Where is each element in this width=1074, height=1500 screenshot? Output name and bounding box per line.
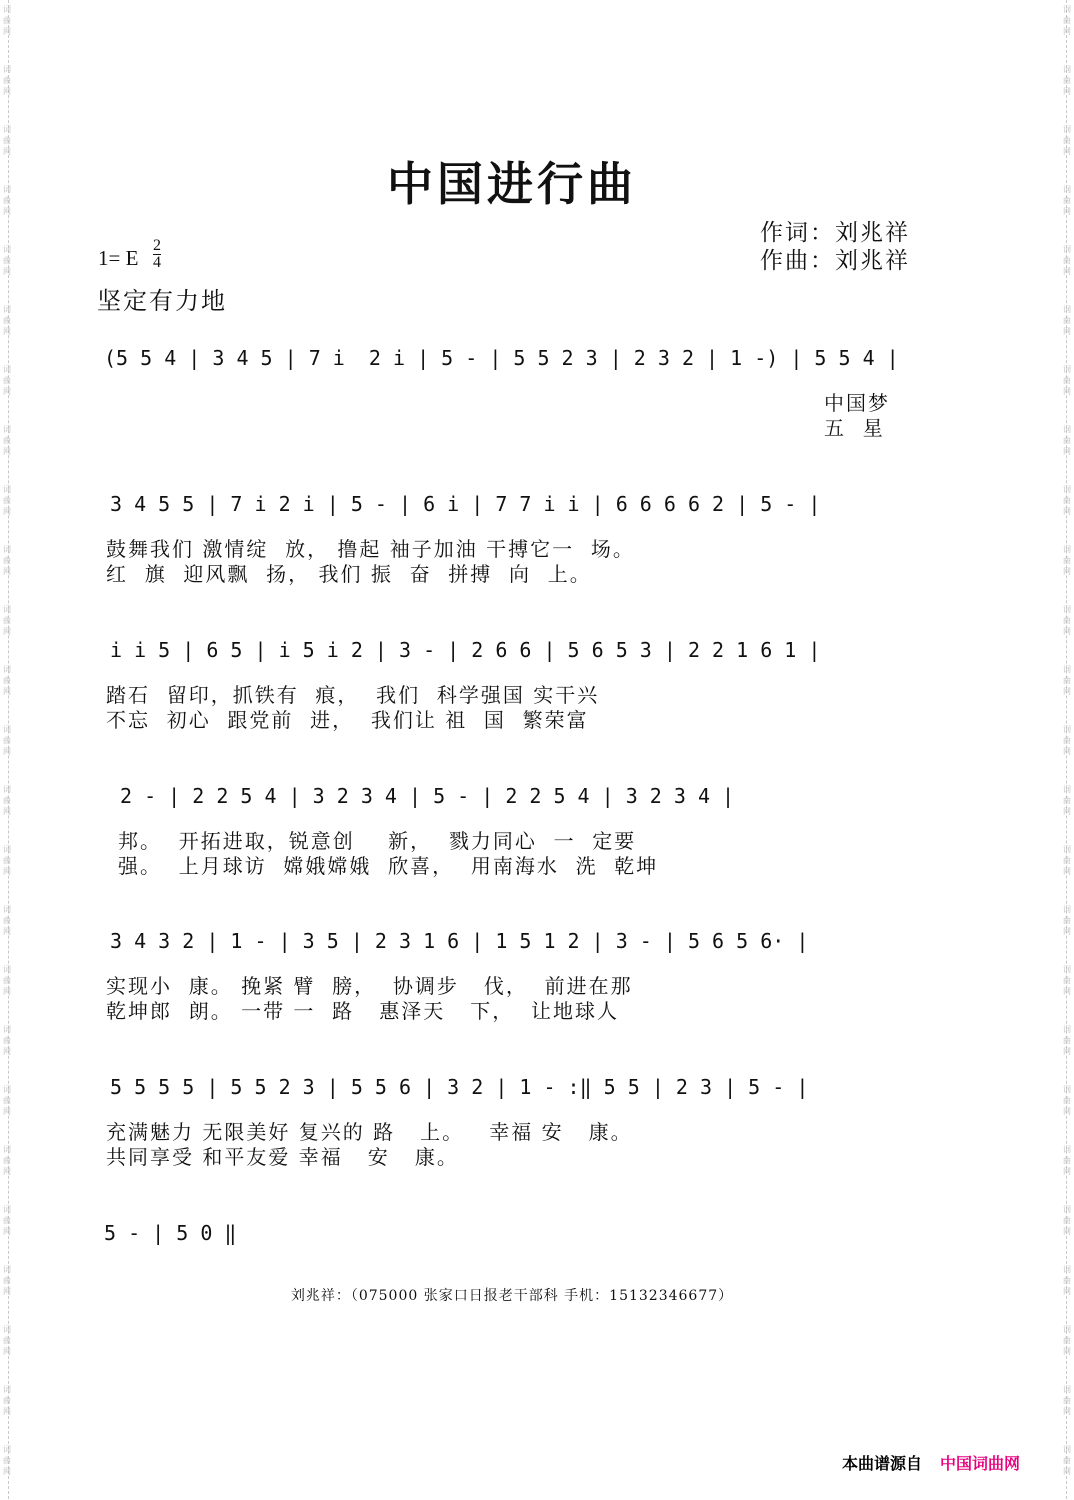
- lyrics-row-3-verse-1: 踏石 留印，抓铁有 痕， 我们 科学强国 实干兴: [106, 683, 600, 707]
- tempo-marking: 坚定有力地: [97, 287, 227, 315]
- watermark-glyph: 网: [3, 1047, 11, 1056]
- watermark-glyph: 曲: [1063, 76, 1071, 85]
- lyrics-row-3-verse-2: 不忘 初心 跟党前 进， 我们让 祖 国 繁荣富: [106, 708, 589, 732]
- watermark-glyph: 网: [3, 387, 11, 396]
- watermark-glyph: 曲: [3, 316, 11, 325]
- watermark-glyph-group: [1060, 900, 1074, 960]
- watermark-glyph: 曲: [1063, 1216, 1071, 1225]
- watermark-glyph: 曲: [3, 916, 11, 925]
- watermark-glyph: 曲: [3, 1096, 11, 1105]
- right-watermark-strip: [1060, 0, 1074, 1499]
- watermark-glyph: 词: [1063, 545, 1071, 554]
- watermark-glyph: 曲: [3, 436, 11, 445]
- watermark-glyph: 词: [3, 245, 11, 254]
- watermark-glyph: 词: [3, 605, 11, 614]
- lyrics-row-6-verse-1: 充满魅力 无限美好 复兴的 路 上。 幸福 安 康。: [106, 1120, 633, 1144]
- watermark-glyph-group: [0, 1020, 14, 1080]
- source-credit: [842, 1451, 1020, 1474]
- watermark-glyph-group: [0, 660, 14, 720]
- watermark-glyph: 网: [1063, 387, 1071, 396]
- watermark-glyph: 网: [1063, 27, 1071, 36]
- watermark-glyph: 网: [1063, 1467, 1071, 1476]
- watermark-glyph-group: [0, 1140, 14, 1200]
- watermark-glyph-group: [0, 300, 14, 360]
- key-signature: 1= E: [98, 246, 139, 270]
- lyrics-row-4-verse-2: 强。 上月球访 嫦娥嫦娥 欣喜， 用南海水 洗 乾坤: [118, 854, 659, 878]
- watermark-glyph-group: [1060, 1260, 1074, 1320]
- watermark-glyph: 网: [3, 867, 11, 876]
- watermark-glyph-group: [1060, 360, 1074, 420]
- watermark-glyph: 网: [3, 147, 11, 156]
- watermark-glyph: 网: [3, 1467, 11, 1476]
- watermark-glyph: 词: [3, 1385, 11, 1394]
- source-label: 本曲谱源自: [842, 1454, 923, 1473]
- watermark-glyph: 曲: [3, 136, 11, 145]
- watermark-glyph: 网: [1063, 87, 1071, 96]
- watermark-glyph: 词: [1063, 1445, 1071, 1454]
- watermark-glyph-group: [1060, 1140, 1074, 1200]
- watermark-glyph: 网: [1063, 1287, 1071, 1296]
- watermark-glyph-group: [1060, 480, 1074, 540]
- watermark-glyph: 网: [3, 987, 11, 996]
- notation-row-3: i i 5 | 6 5 | i 5 i 2 | 3 - | 2 6 6 | 5 6 5 3 | 2 2 1 6 1 |: [110, 638, 821, 662]
- watermark-glyph: 词: [3, 1265, 11, 1274]
- watermark-glyph: 词: [3, 1085, 11, 1094]
- watermark-glyph: 网: [3, 27, 11, 36]
- composer-credit: 作曲：刘兆祥: [760, 248, 910, 274]
- watermark-glyph-group: [1060, 600, 1074, 660]
- watermark-glyph-group: [0, 0, 14, 60]
- watermark-glyph: 网: [3, 1347, 11, 1356]
- watermark-glyph: 网: [3, 267, 11, 276]
- watermark-glyph: 词: [3, 905, 11, 914]
- watermark-glyph: 词: [3, 1205, 11, 1214]
- watermark-glyph: 曲: [3, 1216, 11, 1225]
- watermark-glyph: 网: [1063, 147, 1071, 156]
- watermark-glyph-group: [1060, 780, 1074, 840]
- watermark-glyph: 网: [1063, 807, 1071, 816]
- watermark-glyph: 词: [1063, 785, 1071, 794]
- lyrics-row-2-verse-1: 鼓舞我们 激情绽 放， 撸起 袖子加油 干搏它一 场。: [106, 537, 635, 561]
- watermark-glyph: 词: [3, 485, 11, 494]
- watermark-glyph: 词: [3, 1445, 11, 1454]
- watermark-glyph: 曲: [3, 556, 11, 565]
- watermark-glyph: 网: [1063, 1227, 1071, 1236]
- watermark-glyph: 网: [3, 1287, 11, 1296]
- watermark-glyph: 曲: [3, 676, 11, 685]
- watermark-glyph: 词: [1063, 1265, 1071, 1274]
- watermark-glyph: 词: [1063, 905, 1071, 914]
- watermark-glyph: 词: [3, 1325, 11, 1334]
- watermark-glyph-group: [1060, 720, 1074, 780]
- lyrics-row-6-verse-2: 共同享受 和平友爱 幸福 安 康。: [106, 1145, 459, 1169]
- time-signature: [153, 238, 161, 271]
- watermark-glyph-group: [1060, 300, 1074, 360]
- watermark-glyph: 网: [1063, 267, 1071, 276]
- watermark-glyph: 词: [1063, 665, 1071, 674]
- watermark-glyph: 曲: [3, 616, 11, 625]
- watermark-glyph: 网: [3, 87, 11, 96]
- watermark-glyph: 曲: [1063, 1456, 1071, 1465]
- watermark-glyph: 曲: [1063, 1036, 1071, 1045]
- watermark-glyph-group: [0, 60, 14, 120]
- watermark-glyph: 词: [3, 1145, 11, 1154]
- watermark-glyph: 词: [3, 185, 11, 194]
- watermark-glyph: 曲: [3, 976, 11, 985]
- watermark-glyph: 曲: [3, 1336, 11, 1345]
- watermark-glyph: 网: [1063, 867, 1071, 876]
- watermark-glyph: 词: [1063, 5, 1071, 14]
- watermark-glyph: 词: [3, 125, 11, 134]
- watermark-glyph: 曲: [3, 856, 11, 865]
- contact-footer: 刘兆祥：（075000 张家口日报老干部科 手机：15132346677）: [290, 1288, 734, 1304]
- watermark-glyph-group: [0, 960, 14, 1020]
- watermark-glyph: 曲: [3, 1276, 11, 1285]
- watermark-glyph: 词: [1063, 1385, 1071, 1394]
- watermark-glyph-group: [0, 540, 14, 600]
- watermark-glyph-group: [1060, 1320, 1074, 1380]
- watermark-glyph: 曲: [1063, 736, 1071, 745]
- watermark-glyph: 词: [3, 965, 11, 974]
- watermark-glyph: 曲: [1063, 436, 1071, 445]
- watermark-glyph-group: [1060, 960, 1074, 1020]
- left-watermark-strip: [0, 0, 14, 1499]
- watermark-glyph: 曲: [3, 1396, 11, 1405]
- song-title: 中国进行曲: [387, 157, 637, 211]
- watermark-glyph: 词: [1063, 1085, 1071, 1094]
- notation-row-5: 3 4 3 2 | 1 - | 3 5 | 2 3 1 6 | 1 5 1 2 | 3 - | 5 6 5 6· |: [110, 929, 809, 953]
- watermark-glyph: 曲: [1063, 256, 1071, 265]
- notation-row-4: 2 - | 2 2 5 4 | 3 2 3 4 | 5 - | 2 2 5 4 | 3 2 3 4 |: [120, 784, 735, 808]
- watermark-glyph: 网: [3, 447, 11, 456]
- watermark-glyph: 词: [1063, 845, 1071, 854]
- watermark-glyph: 曲: [1063, 196, 1071, 205]
- watermark-glyph-group: [1060, 120, 1074, 180]
- watermark-glyph: 曲: [3, 1156, 11, 1165]
- watermark-glyph: 词: [1063, 605, 1071, 614]
- watermark-glyph: 网: [1063, 1047, 1071, 1056]
- lyrics-row-5-verse-1: 实现小 康。 挽紧 臂 膀， 协调步 伐， 前进在那: [106, 974, 633, 998]
- watermark-glyph: 曲: [3, 196, 11, 205]
- watermark-glyph: 词: [1063, 1325, 1071, 1334]
- watermark-glyph: 曲: [3, 1036, 11, 1045]
- watermark-glyph: 网: [1063, 1107, 1071, 1116]
- watermark-glyph: 词: [3, 725, 11, 734]
- watermark-glyph-group: [1060, 540, 1074, 600]
- watermark-glyph: 词: [3, 845, 11, 854]
- watermark-glyph: 曲: [1063, 1156, 1071, 1165]
- watermark-glyph: 网: [1063, 1167, 1071, 1176]
- watermark-glyph: 词: [3, 1025, 11, 1034]
- source-site-link[interactable]: 中国词曲网: [940, 1454, 1021, 1473]
- watermark-glyph: 词: [1063, 1145, 1071, 1154]
- watermark-glyph: 曲: [1063, 676, 1071, 685]
- watermark-glyph: 网: [3, 627, 11, 636]
- lyrics-row-2-verse-2: 红 旗 迎风飘 扬， 我们 振 奋 拼搏 向 上。: [106, 562, 592, 586]
- time-signature-top: 2: [153, 237, 161, 254]
- watermark-glyph: 词: [1063, 65, 1071, 74]
- watermark-glyph-group: [1060, 660, 1074, 720]
- watermark-glyph: 曲: [1063, 916, 1071, 925]
- notation-row-2: 3 4 5 5 | 7 i 2 i | 5 - | 6 i | 7 7 i i | 6 6 6 6 2 | 5 - |: [110, 492, 821, 516]
- watermark-glyph: 网: [1063, 447, 1071, 456]
- watermark-glyph-group: [0, 1080, 14, 1140]
- watermark-glyph-group: [0, 1380, 14, 1440]
- time-signature-bottom: 4: [153, 254, 161, 271]
- watermark-glyph: 网: [1063, 987, 1071, 996]
- watermark-glyph-group: [0, 420, 14, 480]
- watermark-glyph: 曲: [1063, 136, 1071, 145]
- watermark-glyph: 网: [3, 1227, 11, 1236]
- watermark-glyph: 词: [3, 665, 11, 674]
- watermark-glyph: 词: [1063, 185, 1071, 194]
- watermark-glyph: 词: [1063, 425, 1071, 434]
- watermark-glyph: 曲: [3, 736, 11, 745]
- watermark-glyph-group: [1060, 840, 1074, 900]
- watermark-glyph: 曲: [1063, 16, 1071, 25]
- watermark-glyph: 词: [1063, 305, 1071, 314]
- watermark-glyph: 网: [1063, 1347, 1071, 1356]
- watermark-glyph: 网: [3, 507, 11, 516]
- watermark-glyph-group: [0, 600, 14, 660]
- watermark-glyph: 词: [1063, 725, 1071, 734]
- watermark-glyph: 网: [3, 687, 11, 696]
- watermark-glyph: 词: [3, 425, 11, 434]
- watermark-glyph: 词: [1063, 245, 1071, 254]
- watermark-glyph-group: [0, 1200, 14, 1260]
- watermark-glyph-group: [0, 900, 14, 960]
- watermark-glyph: 曲: [1063, 556, 1071, 565]
- watermark-glyph: 词: [3, 545, 11, 554]
- watermark-glyph-group: [0, 780, 14, 840]
- watermark-glyph-group: [1060, 420, 1074, 480]
- watermark-glyph: 曲: [3, 376, 11, 385]
- watermark-glyph: 曲: [1063, 1396, 1071, 1405]
- watermark-glyph: 曲: [1063, 976, 1071, 985]
- lyrics-row-4-verse-1: 邦。 开拓进取，锐意创 新， 戮力同心 一 定要: [118, 829, 637, 853]
- watermark-glyph: 网: [1063, 747, 1071, 756]
- watermark-glyph: 网: [1063, 567, 1071, 576]
- watermark-glyph: 曲: [3, 796, 11, 805]
- watermark-glyph: 曲: [1063, 856, 1071, 865]
- watermark-glyph-group: [1060, 1440, 1074, 1500]
- watermark-glyph: 曲: [1063, 1096, 1071, 1105]
- watermark-glyph: 网: [1063, 687, 1071, 696]
- lyrics-row-5-verse-2: 乾坤郎 朗。 一带 一 路 惠泽天 下， 让地球人: [106, 999, 620, 1023]
- watermark-glyph-group: [0, 480, 14, 540]
- watermark-glyph: 曲: [1063, 616, 1071, 625]
- watermark-glyph: 曲: [1063, 376, 1071, 385]
- watermark-glyph-group: [0, 840, 14, 900]
- watermark-glyph: 曲: [1063, 1276, 1071, 1285]
- watermark-glyph: 曲: [3, 16, 11, 25]
- watermark-glyph: 词: [3, 65, 11, 74]
- watermark-glyph-group: [0, 1320, 14, 1380]
- watermark-glyph: 词: [1063, 125, 1071, 134]
- watermark-glyph: 网: [3, 927, 11, 936]
- watermark-glyph: 词: [1063, 365, 1071, 374]
- watermark-glyph: 词: [3, 785, 11, 794]
- watermark-glyph: 网: [3, 1107, 11, 1116]
- notation-row-1: (5 5 4 | 3 4 5 | 7 i 2 i | 5 - | 5 5 2 3 | 2 3 2 | 1 -) | 5 5 4 |: [104, 346, 899, 370]
- watermark-glyph: 词: [3, 365, 11, 374]
- watermark-glyph: 网: [1063, 927, 1071, 936]
- watermark-glyph: 曲: [3, 256, 11, 265]
- watermark-glyph: 曲: [1063, 1336, 1071, 1345]
- watermark-glyph: 曲: [1063, 496, 1071, 505]
- watermark-glyph: 网: [1063, 507, 1071, 516]
- watermark-glyph-group: [1060, 60, 1074, 120]
- lyricist-credit: 作词：刘兆祥: [760, 220, 910, 246]
- watermark-glyph: 曲: [3, 1456, 11, 1465]
- watermark-glyph-group: [1060, 240, 1074, 300]
- watermark-glyph: 网: [1063, 1407, 1071, 1416]
- watermark-glyph: 曲: [1063, 796, 1071, 805]
- watermark-glyph-group: [1060, 1200, 1074, 1260]
- watermark-glyph-group: [1060, 1020, 1074, 1080]
- watermark-glyph: 网: [3, 1407, 11, 1416]
- watermark-glyph-group: [0, 240, 14, 300]
- watermark-glyph: 网: [3, 327, 11, 336]
- watermark-glyph: 词: [1063, 1025, 1071, 1034]
- watermark-glyph: 词: [1063, 1205, 1071, 1214]
- watermark-glyph-group: [1060, 180, 1074, 240]
- watermark-glyph-group: [0, 360, 14, 420]
- watermark-glyph: 词: [1063, 485, 1071, 494]
- watermark-glyph: 词: [3, 305, 11, 314]
- watermark-glyph: 网: [1063, 207, 1071, 216]
- lyrics-row-1-verse-1: 中国梦: [824, 391, 890, 415]
- notation-row-7: 5 - | 5 0 ‖: [104, 1221, 237, 1245]
- watermark-glyph: 词: [3, 5, 11, 14]
- watermark-glyph: 网: [1063, 327, 1071, 336]
- watermark-glyph: 曲: [3, 496, 11, 505]
- watermark-glyph-group: [1060, 1380, 1074, 1440]
- watermark-glyph: 网: [3, 1167, 11, 1176]
- watermark-glyph-group: [1060, 1080, 1074, 1140]
- notation-row-6: 5 5 5 5 | 5 5 2 3 | 5 5 6 | 3 2 | 1 - :‖ 5 5 | 2 3 | 5 - |: [110, 1075, 809, 1099]
- watermark-glyph: 网: [3, 207, 11, 216]
- watermark-glyph-group: [0, 1440, 14, 1500]
- watermark-glyph-group: [1060, 0, 1074, 60]
- lyrics-row-1-verse-2: 五 星: [824, 416, 885, 440]
- watermark-glyph: 网: [3, 567, 11, 576]
- watermark-glyph: 网: [3, 747, 11, 756]
- watermark-glyph: 网: [1063, 627, 1071, 636]
- watermark-glyph: 词: [1063, 965, 1071, 974]
- watermark-glyph: 曲: [1063, 316, 1071, 325]
- watermark-glyph: 曲: [3, 76, 11, 85]
- watermark-glyph-group: [0, 720, 14, 780]
- watermark-glyph: 网: [3, 807, 11, 816]
